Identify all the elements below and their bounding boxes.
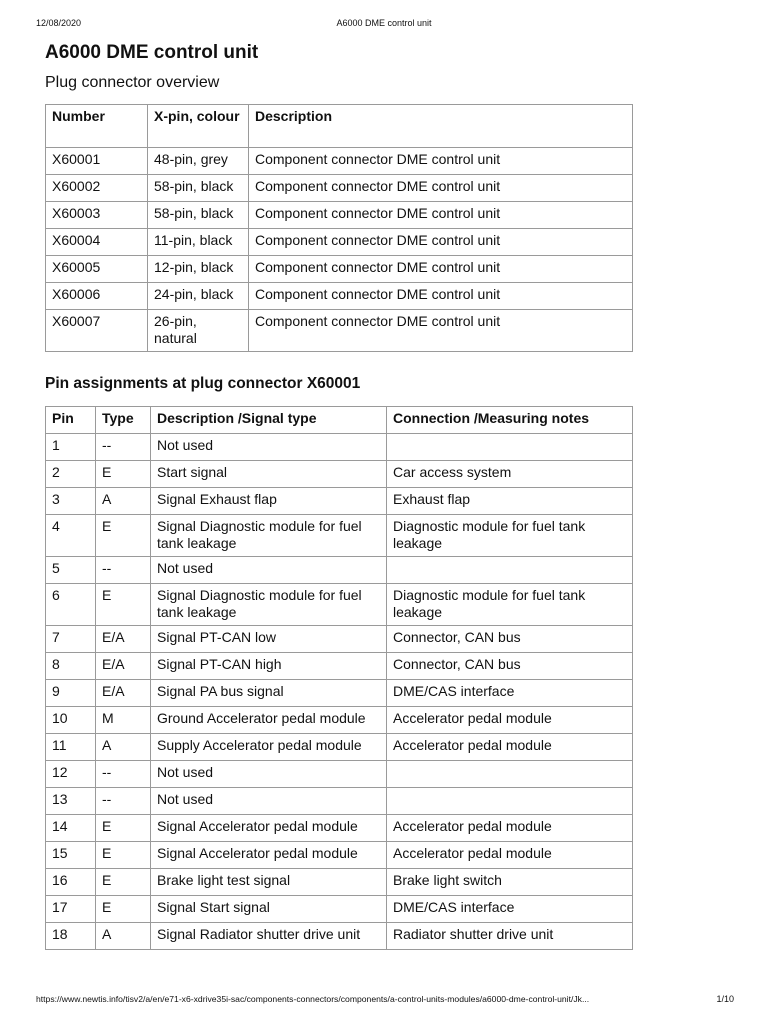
table-cell: --: [96, 434, 151, 461]
print-footer-url: https://www.newtis.info/tisv2/a/en/e71-x6-xdrive35i-sac/components-connectors/components/a-control-units-modules/a6000-dme-control-unit/Jk...: [36, 994, 590, 1004]
table-cell: --: [96, 788, 151, 815]
table-cell: Signal Exhaust flap: [151, 488, 387, 515]
table-cell: Signal PA bus signal: [151, 680, 387, 707]
table-cell: E: [96, 815, 151, 842]
table-cell: Signal PT-CAN low: [151, 626, 387, 653]
table-row: [46, 842, 633, 869]
pin-assignments-title: Pin assignments at plug connector X60001: [45, 375, 361, 392]
table-cell: 13: [46, 788, 96, 815]
pin-assignment-table: [45, 406, 633, 950]
table-cell: 5: [46, 557, 96, 584]
table-cell: X60007: [46, 310, 148, 352]
table-row: [46, 584, 633, 626]
table-cell: A: [96, 923, 151, 950]
table-cell: Connector, CAN bus: [387, 626, 633, 653]
table-cell: 26-pin, natural: [148, 310, 249, 352]
table-cell: Supply Accelerator pedal module: [151, 734, 387, 761]
table-cell: DME/CAS interface: [387, 896, 633, 923]
table-row: [46, 515, 633, 557]
table-header-row: [46, 407, 633, 434]
table-cell: Signal Start signal: [151, 896, 387, 923]
table-cell: Signal Diagnostic module for fuel tank leakage: [151, 584, 387, 626]
section-subtitle: Plug connector overview: [45, 74, 220, 91]
table-cell: Component connector DME control unit: [249, 256, 633, 283]
table-row: [46, 815, 633, 842]
table-cell: Not used: [151, 557, 387, 584]
table-row: [46, 734, 633, 761]
table-cell: Signal PT-CAN high: [151, 653, 387, 680]
column-header: X-pin, colour: [148, 105, 249, 148]
table-cell: Accelerator pedal module: [387, 707, 633, 734]
table-cell: A: [96, 488, 151, 515]
table-cell: E: [96, 515, 151, 557]
table-cell: 8: [46, 653, 96, 680]
table-cell: 24-pin, black: [148, 283, 249, 310]
table-row: [46, 283, 633, 310]
table-cell: Diagnostic module for fuel tank leakage: [387, 515, 633, 557]
table-cell: 3: [46, 488, 96, 515]
table-cell: Component connector DME control unit: [249, 283, 633, 310]
table-cell: Start signal: [151, 461, 387, 488]
table-cell: Connector, CAN bus: [387, 653, 633, 680]
table-row: [46, 256, 633, 283]
table-row: [46, 175, 633, 202]
print-date: 12/08/2020: [36, 18, 82, 28]
table-row: [46, 761, 633, 788]
table-cell: 15: [46, 842, 96, 869]
table-cell: Ground Accelerator pedal module: [151, 707, 387, 734]
column-header: Description /Signal type: [151, 407, 387, 434]
table-cell: E: [96, 842, 151, 869]
table-row: [46, 869, 633, 896]
table-cell: Component connector DME control unit: [249, 310, 633, 352]
table-cell: DME/CAS interface: [387, 680, 633, 707]
table-cell: X60004: [46, 229, 148, 256]
table-row: [46, 788, 633, 815]
table-cell: E: [96, 461, 151, 488]
table-cell: Brake light test signal: [151, 869, 387, 896]
table-row: [46, 148, 633, 175]
table-cell: Signal Accelerator pedal module: [151, 815, 387, 842]
table-cell: Accelerator pedal module: [387, 734, 633, 761]
table-cell: E: [96, 896, 151, 923]
table-cell: 18: [46, 923, 96, 950]
table-cell: E/A: [96, 653, 151, 680]
table-cell: 12-pin, black: [148, 256, 249, 283]
table-cell: 58-pin, black: [148, 175, 249, 202]
table-cell: 7: [46, 626, 96, 653]
table-cell: 4: [46, 515, 96, 557]
table-cell: 6: [46, 584, 96, 626]
table-row: [46, 310, 633, 352]
table-cell: E: [96, 869, 151, 896]
connector-overview-table: [45, 104, 633, 352]
table-cell: X60005: [46, 256, 148, 283]
column-header: Pin: [46, 407, 96, 434]
table-cell: Accelerator pedal module: [387, 815, 633, 842]
table-cell: [387, 434, 633, 461]
table-cell: X60006: [46, 283, 148, 310]
table-row: [46, 707, 633, 734]
column-header: Number: [46, 105, 148, 148]
table-cell: Accelerator pedal module: [387, 842, 633, 869]
table-row: [46, 626, 633, 653]
page-title: A6000 DME control unit: [45, 42, 259, 63]
table-cell: X60001: [46, 148, 148, 175]
table-cell: 2: [46, 461, 96, 488]
table-cell: E/A: [96, 680, 151, 707]
table-row: [46, 896, 633, 923]
table-cell: Component connector DME control unit: [249, 202, 633, 229]
table-cell: Not used: [151, 434, 387, 461]
table-cell: E/A: [96, 626, 151, 653]
table-cell: [387, 761, 633, 788]
table-cell: --: [96, 557, 151, 584]
table-cell: Diagnostic module for fuel tank leakage: [387, 584, 633, 626]
table-cell: X60002: [46, 175, 148, 202]
table-header-row: [46, 105, 633, 148]
table-cell: E: [96, 584, 151, 626]
table-cell: Car access system: [387, 461, 633, 488]
column-header: Type: [96, 407, 151, 434]
table-cell: 58-pin, black: [148, 202, 249, 229]
table-row: [46, 488, 633, 515]
table-cell: Exhaust flap: [387, 488, 633, 515]
table-cell: 12: [46, 761, 96, 788]
table-cell: A: [96, 734, 151, 761]
print-title: A6000 DME control unit: [336, 18, 432, 28]
table-cell: 14: [46, 815, 96, 842]
table-cell: --: [96, 761, 151, 788]
table-cell: Signal Diagnostic module for fuel tank leakage: [151, 515, 387, 557]
table-cell: Brake light switch: [387, 869, 633, 896]
table-row: [46, 680, 633, 707]
table-cell: Radiator shutter drive unit: [387, 923, 633, 950]
table-cell: 10: [46, 707, 96, 734]
table-cell: Signal Radiator shutter drive unit: [151, 923, 387, 950]
table-cell: 48-pin, grey: [148, 148, 249, 175]
table-cell: 11: [46, 734, 96, 761]
table-row: [46, 434, 633, 461]
table-cell: Component connector DME control unit: [249, 148, 633, 175]
table-cell: [387, 788, 633, 815]
column-header: Description: [249, 105, 633, 148]
page-number: 1/10: [716, 994, 734, 1004]
table-cell: X60003: [46, 202, 148, 229]
table-cell: M: [96, 707, 151, 734]
table-row: [46, 557, 633, 584]
table-cell: 11-pin, black: [148, 229, 249, 256]
table-row: [46, 229, 633, 256]
table-row: [46, 923, 633, 950]
table-row: [46, 653, 633, 680]
table-cell: Component connector DME control unit: [249, 229, 633, 256]
table-cell: Component connector DME control unit: [249, 175, 633, 202]
table-cell: Signal Accelerator pedal module: [151, 842, 387, 869]
table-row: [46, 202, 633, 229]
table-row: [46, 461, 633, 488]
table-cell: [387, 557, 633, 584]
column-header: Connection /Measuring notes: [387, 407, 633, 434]
table-cell: 17: [46, 896, 96, 923]
table-cell: Not used: [151, 761, 387, 788]
table-cell: 1: [46, 434, 96, 461]
table-cell: Not used: [151, 788, 387, 815]
table-cell: 9: [46, 680, 96, 707]
table-cell: 16: [46, 869, 96, 896]
